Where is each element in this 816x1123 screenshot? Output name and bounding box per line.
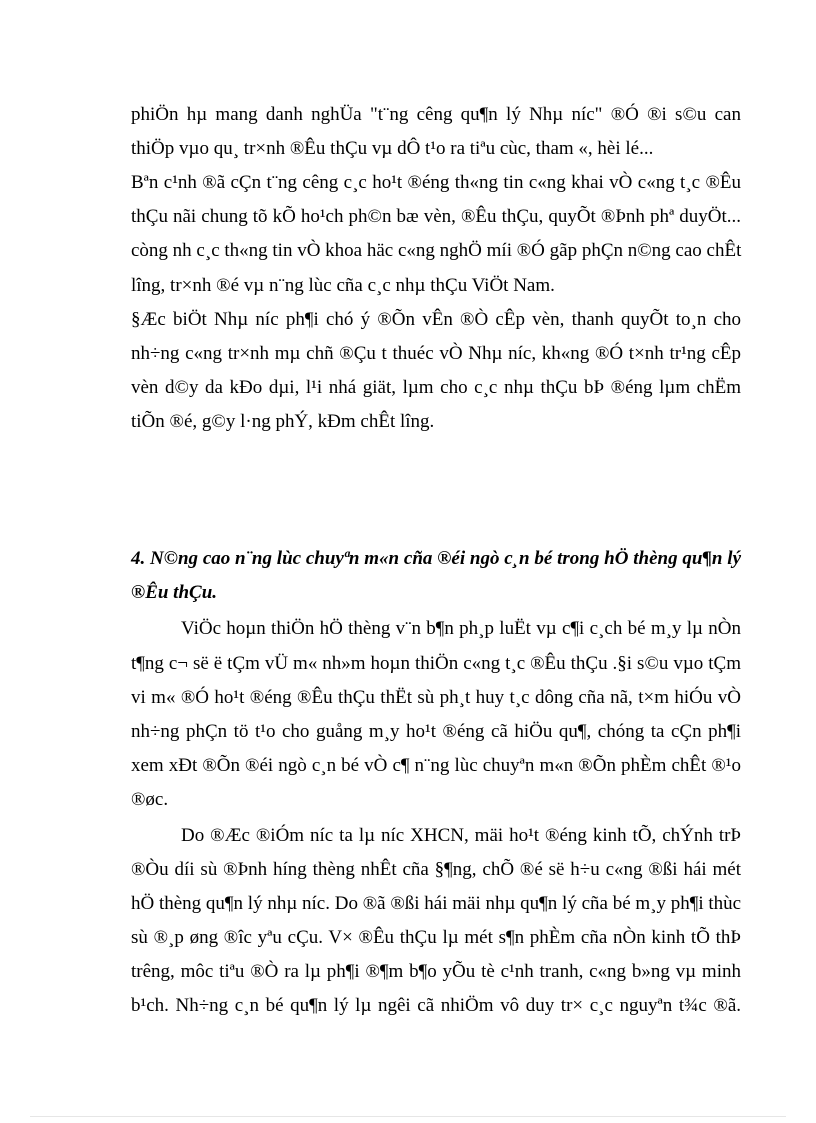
paragraph-line: §Æc biÖt Nhµ níc ph¶i chó ý ®Õn vÊn ®Ò cÊp vèn, thanh quyÕt to¸n cho: [131, 309, 741, 330]
paragraph-line: sù ®¸p øng ®îc yªu cÇu. V× ®Êu thÇu lµ mét s¶n phÈm cña nÒn kinh tÕ thÞ: [131, 927, 741, 948]
paragraph-line: nh÷ng phÇn tö t¹o cho guång m¸y ho¹t ®éng cã hiÖu qu¶, chóng ta cÇn ph¶i: [131, 721, 741, 742]
paragraph-line: lîng, tr×nh ®é vµ n¨ng lùc cña c¸c nhµ thÇu ViÖt Nam.: [131, 275, 555, 296]
paragraph-line: xem xÐt ®Õn ®éi ngò c¸n bé vÒ c¶ n¨ng lùc chuyªn m«n ®Õn phÈm chÊt ®¹o: [131, 755, 741, 776]
paragraph-line: t¶ng c¬ së ë tÇm vÜ m« nh»m hoµn thiÖn c«ng t¸c ®Êu thÇu .§i s©u vµo tÇm: [131, 653, 741, 674]
page-bottom-edge: [30, 1116, 786, 1117]
paragraph-line: thiÖp vµo qu¸ tr×nh ®Êu thÇu vµ dÔ t¹o ra tiªu cùc, tham «, hèi lé...: [131, 138, 654, 159]
paragraph-line: nh÷ng c«ng tr×nh mµ chñ ®Çu t thuéc vÒ Nhµ níc, kh«ng ®Ó t×nh tr¹ng cÊp: [131, 343, 741, 364]
paragraph-line: ®øc.: [131, 789, 169, 810]
paragraph-line: phiÖn hµ mang danh nghÜa "t¨ng cêng qu¶n lý Nhµ níc" ®Ó ®i s©u can: [131, 104, 741, 125]
paragraph-line: còng nh c¸c th«ng tin vÒ khoa häc c«ng nghÖ míi ®Ó gãp phÇn n©ng cao chÊt: [131, 240, 742, 261]
paragraph-line: Bªn c¹nh ®ã cÇn t¨ng cêng c¸c ho¹t ®éng th«ng tin c«ng khai vÒ c«ng t¸c ®Êu: [131, 172, 741, 193]
section-heading: 4. N©ng cao n¨ng lùc chuyªn m«n cña ®éi ngò c¸n bé trong hÖ thèng qu¶n lý: [131, 548, 741, 569]
paragraph-line: ViÖc hoµn thiÖn hÖ thèng v¨n b¶n ph¸p luËt vµ c¶i c¸ch bé m¸y lµ nÒn: [181, 618, 741, 639]
section-heading: ®Êu thÇu.: [131, 582, 218, 603]
paragraph-line: Do ®Æc ®iÓm níc ta lµ níc XHCN, mäi ho¹t ®éng kinh tÕ, chÝnh trÞ: [181, 825, 741, 846]
paragraph-line: hÖ thèng qu¶n lý nhµ níc. Do ®ã ®ßi hái mäi nhµ qu¶n lý cña bé m¸y ph¶i thùc: [131, 893, 742, 914]
paragraph-line: ®Òu díi sù ®Þnh híng thèng nhÊt cña §¶ng, chÕ ®é së h÷u c«ng ®ßi hái mét: [131, 859, 741, 880]
paragraph-line: b¹ch. Nh÷ng c¸n bé qu¶n lý lµ ngêi cã nhiÖm vô duy tr× c¸c nguyªn t¾c ®ã.: [131, 995, 741, 1016]
paragraph-line: vèn d©y da kÐo dµi, l¹i nhá giät, lµm cho c¸c nhµ thÇu bÞ ®éng lµm chËm: [131, 377, 741, 398]
paragraph-line: thÇu nãi chung tõ kÕ ho¹ch ph©n bæ vèn, ®Êu thÇu, quyÕt ®Þnh phª duyÖt...: [131, 206, 741, 227]
paragraph-line: trêng, môc tiªu ®Ò ra lµ ph¶i ®¶m b¶o yÕu tè c¹nh tranh, c«ng b»ng vµ minh: [131, 961, 741, 982]
paragraph-line: vi m« ®Ó ho¹t ®éng ®Êu thÇu thËt sù ph¸t huy t¸c dông cña nã, t×m hiÓu vÒ: [131, 687, 741, 708]
paragraph-line: tiÕn ®é, g©y l·ng phÝ, kÐm chÊt lîng.: [131, 411, 435, 432]
